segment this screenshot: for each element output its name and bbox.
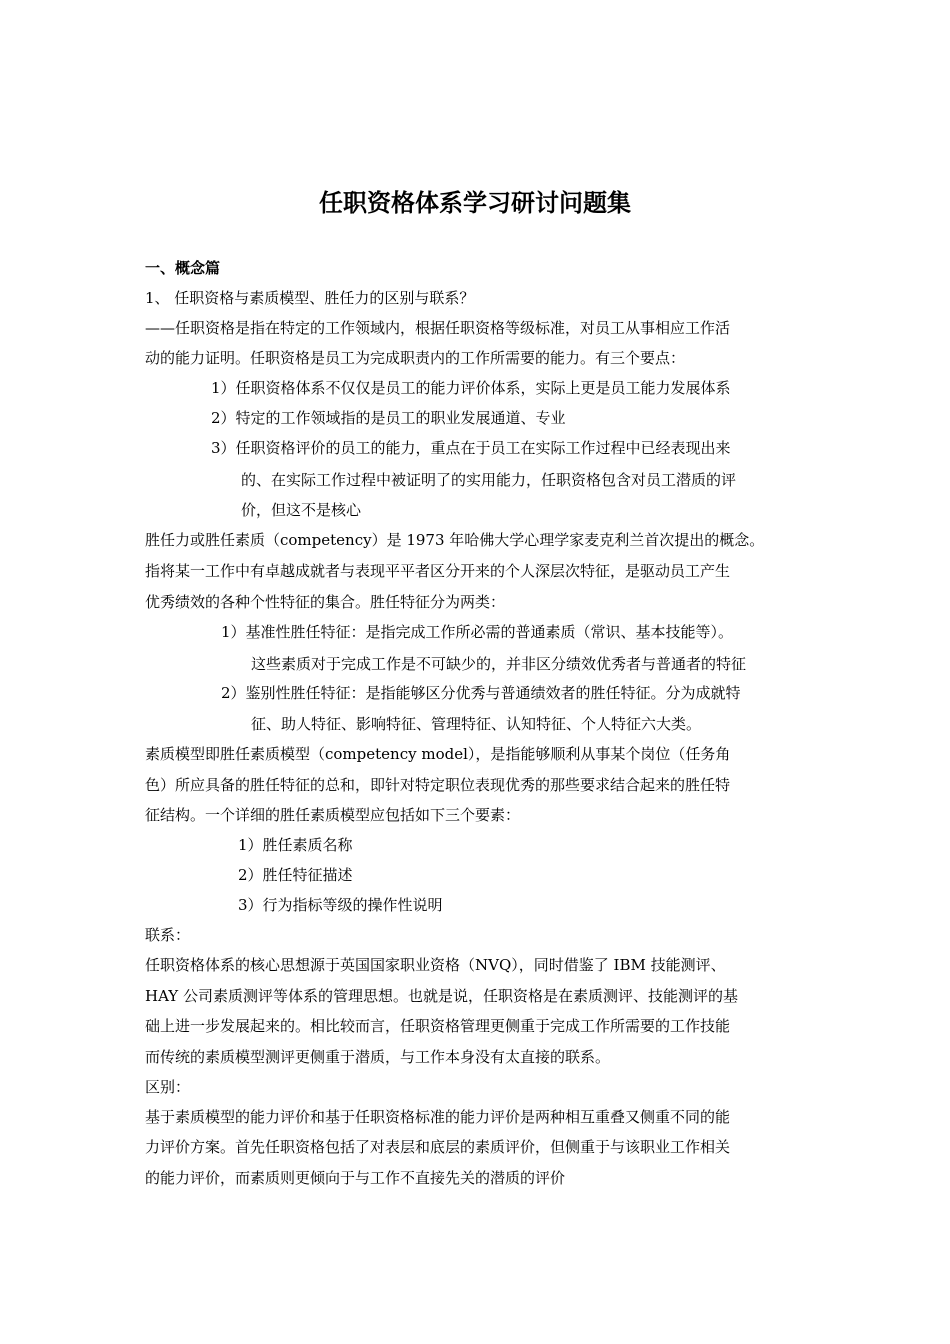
point-number: 1） bbox=[211, 379, 236, 397]
link-line: HAY 公司素质测评等体系的管理思想。也就是说，任职资格是在素质测评、技能测评的基 bbox=[145, 987, 738, 1005]
element-number: 1） bbox=[238, 836, 263, 854]
comp-type-item bbox=[221, 683, 741, 703]
element-number: 2） bbox=[238, 866, 263, 884]
element-item bbox=[238, 865, 353, 885]
point-text-cont: 的、在实际工作过程中被证明了的实用能力，任职资格包含对员工潜质的评 bbox=[241, 471, 737, 489]
element-text: 胜任素质名称 bbox=[262, 836, 353, 854]
element-item bbox=[238, 835, 353, 855]
document-title: 任职资格体系学习研讨问题集 bbox=[319, 189, 631, 217]
diff-line: 的能力评价，而素质则更倾向于与工作不直接先关的潜质的评价 bbox=[145, 1169, 566, 1187]
link-line: 础上进一步发展起来的。相比较而言，任职资格管理更侧重于完成工作所需要的工作技能 bbox=[145, 1017, 731, 1035]
point-text: 任职资格体系不仅仅是员工的能力评价体系，实际上更是员工能力发展体系 bbox=[235, 379, 731, 397]
link-label: 联系： bbox=[145, 926, 191, 944]
section-heading: 一、概念篇 bbox=[145, 259, 221, 277]
element-text: 行为指标等级的操作性说明 bbox=[262, 896, 443, 914]
competency-line: 胜任力或胜任素质（competency）是 1973 年哈佛大学心理学家麦克利兰首次提出的概念。 bbox=[145, 531, 765, 549]
comp-type-text-cont: 征、助人特征、影响特征、管理特征、认知特征、个人特征六大类。 bbox=[251, 715, 702, 733]
diff-line: 力评价方案。首先任职资格包括了对表层和底层的素质评价，但侧重于与该职业工作相关 bbox=[145, 1138, 731, 1156]
point-text: 特定的工作领域指的是员工的职业发展通道、专业 bbox=[235, 409, 566, 427]
comp-type-text: 基准性胜任特征：是指完成工作所必需的普通素质（常识、基本技能等）。 bbox=[245, 623, 734, 641]
diff-line: 基于素质模型的能力评价和基于任职资格标准的能力评价是两种相互重叠又侧重不同的能 bbox=[145, 1108, 731, 1126]
comp-type-text: 鉴别性胜任特征：是指能够区分优秀与普通绩效者的胜任特征。分为成就特 bbox=[245, 684, 741, 702]
point-item bbox=[211, 378, 731, 398]
point-number: 3） bbox=[211, 439, 236, 457]
definition-line: ——任职资格是指在特定的工作领域内，根据任职资格等级标准，对员工从事相应工作活 bbox=[145, 319, 731, 337]
comp-type-number: 1） bbox=[221, 623, 246, 641]
model-line: 色）所应具备的胜任特征的总和，即针对特定职位表现优秀的那些要求结合起来的胜任特 bbox=[145, 776, 731, 794]
model-line: 征结构。一个详细的胜任素质模型应包括如下三个要素： bbox=[145, 806, 521, 824]
comp-type-item bbox=[221, 622, 733, 642]
competency-line: 优秀绩效的各种个性特征的集合。胜任特征分为两类： bbox=[145, 593, 506, 611]
element-item bbox=[238, 895, 443, 915]
comp-type-number: 2） bbox=[221, 684, 246, 702]
point-number: 2） bbox=[211, 409, 236, 427]
link-line: 任职资格体系的核心思想源于英国国家职业资格（NVQ），同时借鉴了 IBM 技能测评、 bbox=[145, 956, 726, 974]
point-item bbox=[211, 408, 566, 428]
competency-line: 指将某一工作中有卓越成就者与表现平平者区分开来的个人深层次特征，是驱动员工产生 bbox=[145, 562, 731, 580]
question-1: 1、 任职资格与素质模型、胜任力的区别与联系？ bbox=[145, 289, 475, 307]
point-text-cont: 价，但这不是核心 bbox=[241, 501, 362, 519]
element-text: 胜任特征描述 bbox=[262, 866, 353, 884]
comp-type-text-cont: 这些素质对于完成工作是不可缺少的，并非区分绩效优秀者与普通者的特征 bbox=[251, 655, 747, 673]
definition-line: 动的能力证明。任职资格是员工为完成职责内的工作所需要的能力。有三个要点： bbox=[145, 349, 686, 367]
model-line: 素质模型即胜任素质模型（competency model），是指能够顺利从事某个岗位（任务角 bbox=[145, 745, 731, 763]
diff-label: 区别： bbox=[145, 1078, 191, 1096]
element-number: 3） bbox=[238, 896, 263, 914]
point-item bbox=[211, 438, 731, 458]
link-line: 而传统的素质模型测评更侧重于潜质，与工作本身没有太直接的联系。 bbox=[145, 1048, 611, 1066]
point-text: 任职资格评价的员工的能力，重点在于员工在实际工作过程中已经表现出来 bbox=[235, 439, 731, 457]
